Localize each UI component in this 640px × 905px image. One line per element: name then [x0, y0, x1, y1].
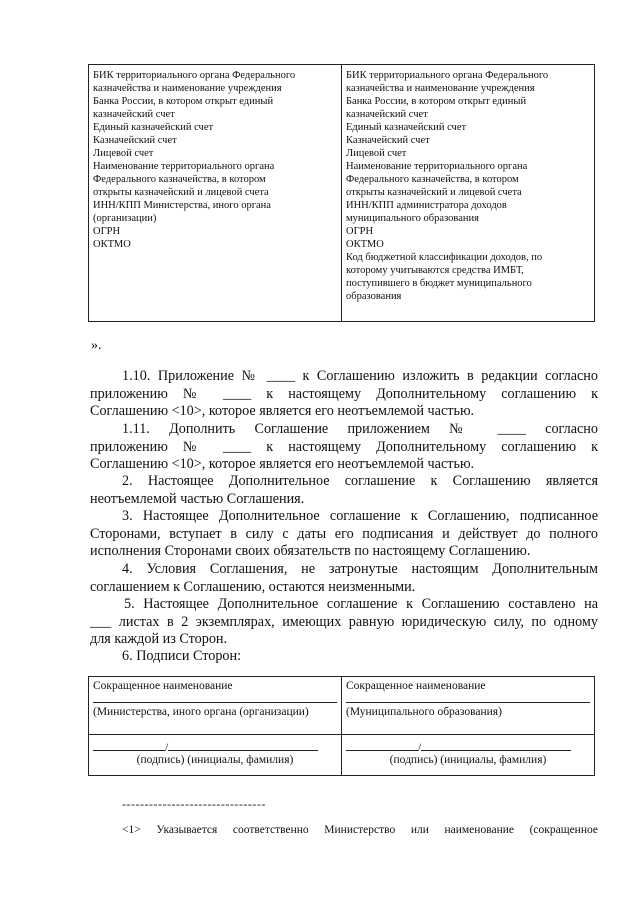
slash: / [418, 742, 422, 754]
paragraph-line: для каждой из Сторон. [90, 631, 228, 648]
requisites-right-line: Казначейский счет [346, 135, 430, 146]
requisites-left-cell [89, 65, 342, 322]
signatures-table [88, 676, 595, 776]
requisites-right-line: Код бюджетной классификации доходов, по [346, 252, 543, 263]
paragraph-1-10 [90, 368, 598, 421]
requisites-left-line: Федерального казначейства, в котором [93, 174, 266, 185]
paragraph-2 [90, 473, 598, 508]
right-short-name: Сокращенное наименование [346, 680, 590, 703]
paragraph-line: 1.11. Дополнить Соглашение приложением № ____ согласно [122, 421, 598, 437]
paragraph-line: 3. Настоящее Дополнительное соглашение к Соглашению, подписанное [122, 508, 598, 524]
closing-quote: ». [91, 338, 102, 353]
requisites-right-line: Наименование территориального органа [346, 161, 528, 172]
footnote-1: <1> Указывается соответственно Министерство или наименование (сокращенное [122, 824, 598, 836]
paragraph-3 [90, 508, 598, 561]
slash: / [165, 742, 169, 754]
requisites-left-line: ОГРН [93, 226, 121, 237]
requisites-right-line: поступившего в бюджет муниципального [346, 278, 532, 289]
signature-right-name-cell [342, 677, 595, 735]
paragraph-6: 6. Подписи Сторон: [122, 648, 242, 664]
requisites-left-line: казначейства и наименование учреждения [93, 83, 282, 94]
paragraph-line: приложению № ____ к настоящему Дополнительному соглашению к [90, 438, 598, 455]
paragraph-line: 2. Настоящее Дополнительное соглашение к Соглашению является [122, 473, 598, 489]
paragraph-line: 5. Настоящее Дополнительное соглашение к Соглашению составлено на [124, 596, 598, 612]
paragraph-line: ___ листах в 2 экземплярах, имеющих равную юридическую силу, по одному [90, 613, 598, 630]
requisites-right-line: ОКТМО [346, 239, 384, 250]
requisites-left-line: ИНН/КПП Министерства, иного органа [93, 200, 271, 211]
signature-line [346, 750, 418, 751]
paragraph-line: неотъемлемой частью Соглашения. [90, 490, 305, 507]
requisites-right-line: казначейства и наименование учреждения [346, 83, 535, 94]
requisites-left-line: открыты казначейский и лицевой счета [93, 187, 269, 198]
signature-left-name-cell [89, 677, 342, 735]
requisites-left-line: казначейский счет [93, 109, 175, 120]
requisites-table [88, 64, 595, 322]
requisites-left-lines [93, 69, 337, 251]
paragraph-line: Соглашению <10>, которое является его неотъемлемой частью. [90, 456, 475, 473]
requisites-right-line: которому учитываются средства ИМБТ, [346, 265, 524, 276]
name-line [168, 750, 318, 751]
left-signature-caption: (подпись) (инициалы, фамилия) [136, 754, 294, 766]
requisites-right-line: открыты казначейский и лицевой счета [346, 187, 522, 198]
requisites-left-line: ОКТМО [93, 239, 131, 250]
requisites-right-line: Федерального казначейства, в котором [346, 174, 519, 185]
left-short-name: Сокращенное наименование [93, 680, 337, 703]
requisites-right-line: казначейский счет [346, 109, 428, 120]
requisites-left-line: Единый казначейский счет [93, 122, 214, 133]
requisites-left-line: (организации) [93, 213, 157, 224]
paragraph-line: 1.10. Приложение № ____ к Соглашению изложить в редакции согласно [122, 368, 598, 384]
requisites-left-line: Банка России, в котором открыт единый [93, 96, 274, 107]
requisites-right-line: ОГРН [346, 226, 374, 237]
paragraph-line: 4. Условия Соглашения, не затронутые настоящим Дополнительным [122, 561, 598, 577]
paragraph-line: соглашением к Соглашению, остаются неизменными. [90, 578, 416, 595]
paragraph-line: Соглашению <10>, которое является его неотъемлемой частью. [90, 403, 475, 420]
requisites-left-line: Казначейский счет [93, 135, 177, 146]
requisites-right-cell [342, 65, 595, 322]
requisites-right-line: Единый казначейский счет [346, 122, 467, 133]
paragraph-4 [90, 561, 598, 596]
requisites-right-lines [346, 69, 590, 303]
left-org-caption: (Министерства, иного органа (организации) [93, 706, 309, 718]
right-signature-caption: (подпись) (инициалы, фамилия) [389, 754, 547, 766]
paragraph-1-11 [90, 421, 598, 474]
paragraph-line: Сторонами, вступает в силу с даты его подписания и действует до полного [90, 525, 598, 542]
requisites-left-line: БИК территориального органа Федерального [93, 70, 296, 81]
name-line [421, 750, 571, 751]
requisites-right-line: БИК территориального органа Федерального [346, 70, 549, 81]
requisites-right-line: муниципального образования [346, 213, 479, 224]
signature-line [93, 750, 165, 751]
paragraph-5 [90, 596, 598, 649]
requisites-right-line: образования [346, 291, 402, 302]
requisites-left-line: Наименование территориального органа [93, 161, 275, 172]
requisites-right-line: Лицевой счет [346, 148, 407, 159]
footnote-separator: -------------------------------- [122, 797, 266, 811]
right-org-caption: (Муниципального образования) [346, 706, 502, 718]
signature-right-sign-cell [342, 735, 595, 776]
paragraph-line: приложению № ____ к настоящему Дополнительному соглашению к [90, 385, 598, 402]
requisites-left-line: Лицевой счет [93, 148, 154, 159]
requisites-right-line: ИНН/КПП администратора доходов [346, 200, 507, 211]
paragraph-line: исполнения Сторонами своих обязательств по настоящему Соглашению. [90, 543, 531, 560]
signature-left-sign-cell [89, 735, 342, 776]
requisites-right-line: Банка России, в котором открыт единый [346, 96, 527, 107]
